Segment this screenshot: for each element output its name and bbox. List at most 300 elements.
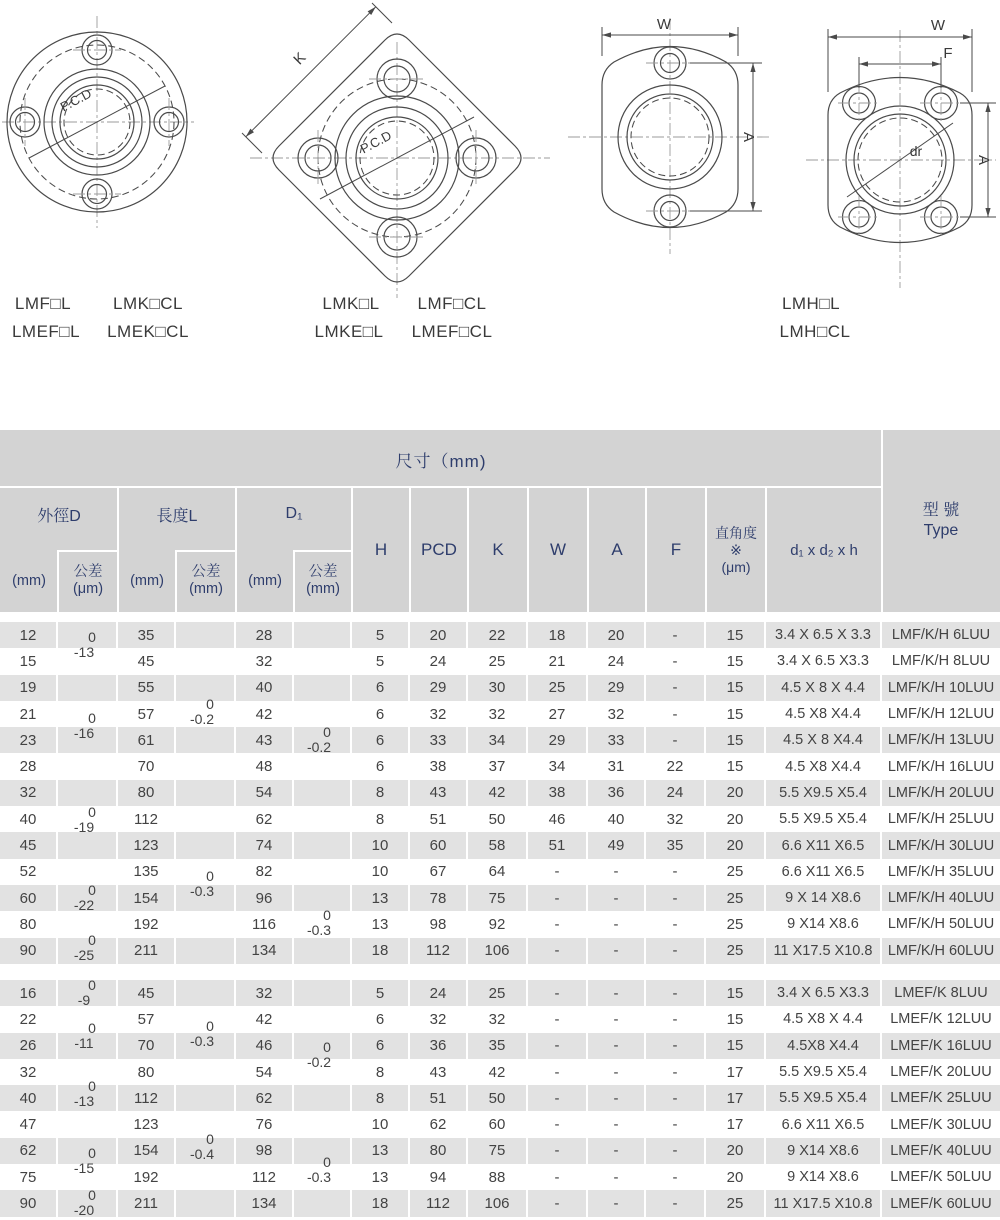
table-row — [0, 938, 1000, 964]
cell-d-tol — [58, 832, 118, 858]
cell-d: 40 — [0, 806, 58, 832]
cell-perp: 20 — [706, 780, 766, 806]
cell-perp: 17 — [706, 1059, 766, 1085]
cell-a: - — [588, 938, 646, 964]
cell-k: 50 — [468, 1085, 528, 1111]
cell-k: 75 — [468, 885, 528, 911]
cell-type: LMF/K/H 60LUU — [887, 942, 995, 959]
cell-l-tol — [176, 1164, 236, 1190]
table-row — [0, 1187, 1000, 1216]
cell-f: - — [646, 1111, 706, 1137]
cell-h: 13 — [352, 1164, 410, 1190]
cell-l: 123 — [118, 1111, 176, 1137]
tolerance-line: -13 — [73, 1093, 95, 1109]
cell-d1-tol — [294, 832, 352, 858]
oval-flange-2bolt-drawing — [568, 16, 772, 254]
cell-screw: 6.6 X11 X6.5 — [766, 859, 882, 885]
cell-d1: 42 — [236, 1006, 294, 1032]
cell-f: 24 — [646, 780, 706, 806]
cell-screw: 5.5 X9.5 X5.4 — [766, 1085, 882, 1111]
cell-l: 45 — [118, 980, 176, 1006]
cell-d1: 134 — [236, 938, 294, 964]
model-label: LMF□CL — [417, 294, 487, 313]
header-f: F — [670, 540, 682, 559]
table-row — [0, 882, 1000, 911]
table-row — [0, 911, 1000, 937]
cell-a: - — [588, 1006, 646, 1032]
table-row — [0, 832, 1000, 858]
cell-l: 211 — [118, 938, 176, 964]
tolerance-line: -15 — [73, 1160, 95, 1176]
cell-l: 192 — [118, 911, 176, 937]
cell-d: 21 — [0, 701, 58, 727]
cell-h: 5 — [352, 648, 410, 674]
cell-k: 25 — [468, 980, 528, 1006]
tolerance-line: -22 — [73, 897, 95, 913]
tolerance-line: -16 — [73, 725, 95, 741]
a-dimension-label: A — [975, 154, 992, 166]
cell-l-tol — [176, 911, 236, 937]
table-row — [0, 1138, 1000, 1164]
tolerance-line: -20 — [73, 1202, 95, 1218]
cell-k: 34 — [468, 727, 528, 753]
model-label: LMK□CL — [113, 294, 183, 313]
cell-h: 13 — [352, 885, 410, 911]
table-header — [0, 430, 1000, 612]
cell-f: - — [646, 1085, 706, 1111]
cell-l-tol — [176, 727, 236, 753]
cell-perp: 15 — [706, 1033, 766, 1059]
technical-drawings — [0, 0, 1000, 420]
cell-d1: 74 — [236, 832, 294, 858]
cell-a: - — [588, 885, 646, 911]
cell-l-tol — [176, 780, 236, 806]
cell-screw: 11 X17.5 X10.8 — [766, 938, 882, 964]
cell-type: LMF/K/H 40LUU — [887, 890, 995, 907]
tolerance-line: 0 — [88, 1145, 96, 1161]
cell-d1: 32 — [236, 648, 294, 674]
cell-d1-tol — [294, 1190, 352, 1216]
tolerance-line: 0 — [323, 907, 331, 923]
cell-d1-tol — [294, 622, 352, 648]
cell-h: 6 — [352, 675, 410, 701]
cell-h: 5 — [352, 622, 410, 648]
cell-perp: 25 — [706, 885, 766, 911]
tolerance-value — [58, 1188, 118, 1218]
cell-f: - — [646, 622, 706, 648]
cell-screw: 6.6 X11 X6.5 — [766, 832, 882, 858]
cell-f: 22 — [646, 753, 706, 779]
pcd-label: P.C.D — [357, 127, 394, 157]
cell-w: - — [528, 1033, 588, 1059]
cell-a: 49 — [588, 832, 646, 858]
cell-h: 8 — [352, 780, 410, 806]
cell-pcd: 94 — [410, 1164, 468, 1190]
cell-perp: 17 — [706, 1085, 766, 1111]
cell-h: 13 — [352, 1138, 410, 1164]
cell-l: 35 — [118, 622, 176, 648]
cell-d-tol — [58, 675, 118, 701]
cell-perp: 20 — [706, 832, 766, 858]
cell-a: 36 — [588, 780, 646, 806]
cell-l: 57 — [118, 1006, 176, 1032]
cell-d1: 54 — [236, 780, 294, 806]
cell-d1: 62 — [236, 806, 294, 832]
cell-perp: 15 — [706, 1006, 766, 1032]
cell-perp: 20 — [706, 1138, 766, 1164]
cell-pcd: 43 — [410, 780, 468, 806]
header-l-tol — [176, 550, 236, 612]
cell-perp: 20 — [706, 1164, 766, 1190]
w-dimension-label: W — [930, 17, 946, 34]
cell-d: 22 — [0, 1006, 58, 1032]
model-label: LMEK□CL — [107, 322, 189, 341]
cell-perp: 15 — [706, 701, 766, 727]
cell-k: 58 — [468, 832, 528, 858]
cell-l: 80 — [118, 1059, 176, 1085]
header-d-mm: (mm) — [12, 572, 46, 589]
cell-f: - — [646, 701, 706, 727]
cell-screw: 4.5 X8 X4.4 — [766, 753, 882, 779]
tolerance-line: 0 — [88, 882, 96, 898]
cell-screw: 11 X17.5 X10.8 — [766, 1190, 882, 1216]
cell-k: 32 — [468, 701, 528, 727]
cell-screw: 9 X 14 X8.6 — [766, 885, 882, 911]
cell-screw: 9 X14 X8.6 — [766, 1138, 882, 1164]
model-label: LMH□CL — [779, 322, 851, 341]
cell-d1-tol — [294, 1006, 352, 1032]
table-row — [0, 859, 1000, 885]
cell-type: LMEF/K 60LUU — [890, 1195, 992, 1212]
cell-k: 88 — [468, 1164, 528, 1190]
cell-d: 47 — [0, 1111, 58, 1137]
cell-d: 62 — [0, 1138, 58, 1164]
cell-l-tol — [176, 622, 236, 648]
cell-l: 154 — [118, 1138, 176, 1164]
cell-d1: 48 — [236, 753, 294, 779]
cell-f: - — [646, 885, 706, 911]
tolerance-line: -0.2 — [306, 1054, 332, 1070]
tolerance-line: -0.2 — [189, 711, 215, 727]
tolerance-value — [176, 869, 236, 899]
tolerance-line: -0.3 — [306, 1169, 332, 1185]
cell-w: - — [528, 859, 588, 885]
type-label-zh: 型 號 — [922, 502, 960, 519]
cell-w: 18 — [528, 622, 588, 648]
cell-perp: 17 — [706, 1111, 766, 1137]
cell-k: 25 — [468, 648, 528, 674]
cell-a: - — [588, 1059, 646, 1085]
header-pcd: PCD — [421, 540, 457, 559]
cell-pcd: 24 — [410, 648, 468, 674]
cell-type: LMF/K/H 6LUU — [891, 627, 991, 644]
cell-l: 45 — [118, 648, 176, 674]
cell-d: 32 — [0, 1059, 58, 1085]
cell-perp: 15 — [706, 675, 766, 701]
cell-screw: 5.5 X9.5 X5.4 — [766, 1059, 882, 1085]
cell-screw: 5.5 X9.5 X5.4 — [766, 806, 882, 832]
cell-a: - — [588, 1033, 646, 1059]
table-row — [0, 753, 1000, 779]
tolerance-line: 0 — [88, 804, 96, 820]
tolerance-line: -11 — [74, 1035, 94, 1051]
cell-h: 10 — [352, 1111, 410, 1137]
cell-screw: 4.5 X 8 X4.4 — [766, 727, 882, 753]
cell-l-tol — [176, 1059, 236, 1085]
tolerance-value — [58, 883, 118, 913]
cell-k: 106 — [468, 1190, 528, 1216]
cell-pcd: 67 — [410, 859, 468, 885]
cell-l: 135 — [118, 859, 176, 885]
tolerance-line: 0 — [206, 696, 214, 712]
cell-a: 24 — [588, 648, 646, 674]
header-a: A — [611, 540, 623, 559]
cell-d: 60 — [0, 885, 58, 911]
dr-label: dr — [909, 143, 923, 159]
tolerance-line: 0 — [88, 710, 96, 726]
cell-h: 6 — [352, 701, 410, 727]
cell-h: 6 — [352, 1033, 410, 1059]
cell-w: - — [528, 1111, 588, 1137]
cell-d1-tol — [294, 1085, 352, 1111]
model-label: LMF□L — [14, 294, 72, 313]
cell-pcd: 98 — [410, 911, 468, 937]
cell-w: - — [528, 911, 588, 937]
cell-w: 27 — [528, 701, 588, 727]
cell-d-tol — [58, 1111, 118, 1137]
cell-d1: 134 — [236, 1190, 294, 1216]
cell-pcd: 33 — [410, 727, 468, 753]
cell-d: 90 — [0, 938, 58, 964]
cell-l-tol — [176, 1190, 236, 1216]
f-dimension — [859, 45, 953, 88]
cell-d1: 46 — [236, 1033, 294, 1059]
cell-w: 38 — [528, 780, 588, 806]
header-outer-dia: 外徑D — [37, 507, 81, 525]
cell-l-tol — [176, 753, 236, 779]
cell-l: 112 — [118, 1085, 176, 1111]
cell-k: 35 — [468, 1033, 528, 1059]
cell-type: LMF/K/H 16LUU — [887, 758, 995, 775]
cell-a: 32 — [588, 701, 646, 727]
cell-l: 57 — [118, 701, 176, 727]
cell-w: 51 — [528, 832, 588, 858]
cell-d: 40 — [0, 1085, 58, 1111]
tolerance-line: -0.4 — [189, 1146, 215, 1162]
cell-perp: 15 — [706, 980, 766, 1006]
cell-w: 21 — [528, 648, 588, 674]
header-perpendicularity — [706, 488, 766, 612]
cell-d1: 82 — [236, 859, 294, 885]
cell-h: 18 — [352, 938, 410, 964]
tolerance-line: -0.3 — [189, 1033, 215, 1049]
cell-d1: 40 — [236, 675, 294, 701]
cell-d1: 112 — [236, 1164, 294, 1190]
tolerance-line: 0 — [323, 1039, 331, 1055]
cell-perp: 15 — [706, 727, 766, 753]
cell-f: 32 — [646, 806, 706, 832]
cell-perp: 15 — [706, 753, 766, 779]
cell-w: 25 — [528, 675, 588, 701]
table-row — [0, 1033, 1000, 1059]
tolerance-value — [293, 1155, 353, 1185]
cell-d1: 76 — [236, 1111, 294, 1137]
a-dimension-label: A — [740, 131, 757, 143]
header-screw-size: d₁ x d₂ x h — [790, 541, 858, 559]
cell-h: 5 — [352, 980, 410, 1006]
cell-h: 18 — [352, 1190, 410, 1216]
cell-type: LMF/K/H 12LUU — [887, 706, 995, 723]
table-row — [0, 701, 1000, 727]
cell-type: LMF/K/H 25LUU — [887, 811, 995, 828]
tolerance-value — [293, 725, 353, 755]
cell-a: 33 — [588, 727, 646, 753]
cell-f: - — [646, 675, 706, 701]
cell-h: 10 — [352, 832, 410, 858]
cell-k: 32 — [468, 1006, 528, 1032]
tol-label: 公差 — [73, 564, 103, 580]
tolerance-line: -0.3 — [189, 883, 215, 899]
cell-k: 64 — [468, 859, 528, 885]
cell-d: 32 — [0, 780, 58, 806]
tolerance-value — [176, 1132, 236, 1162]
cell-perp: 15 — [706, 622, 766, 648]
cell-type: LMF/K/H 50LUU — [887, 916, 995, 933]
table-row — [0, 648, 1000, 674]
cell-d1-tol — [294, 806, 352, 832]
tolerance-line: -0.3 — [306, 922, 332, 938]
cell-k: 42 — [468, 1059, 528, 1085]
cell-d1-tol — [294, 859, 352, 885]
tolerance-value — [58, 1021, 118, 1051]
cell-d: 15 — [0, 648, 58, 674]
tolerance-line: -25 — [73, 947, 95, 963]
cell-h: 8 — [352, 806, 410, 832]
cell-l-tol — [176, 938, 236, 964]
cell-type: LMEF/K 8LUU — [894, 985, 988, 1002]
cell-w: - — [528, 1190, 588, 1216]
cell-d: 45 — [0, 832, 58, 858]
cell-a: - — [588, 1138, 646, 1164]
cell-screw: 9 X14 X8.6 — [766, 1164, 882, 1190]
cell-screw: 4.5 X 8 X 4.4 — [766, 675, 882, 701]
cell-f: - — [646, 1164, 706, 1190]
tol-unit: (μm) — [72, 581, 104, 597]
cell-w: - — [528, 980, 588, 1006]
header-d1-tol — [294, 550, 352, 612]
model-label: LMEF□L — [11, 322, 81, 341]
cell-l: 70 — [118, 1033, 176, 1059]
cell-f: - — [646, 1138, 706, 1164]
tolerance-line: 0 — [88, 1020, 96, 1036]
cell-screw: 4.5 X8 X 4.4 — [766, 1006, 882, 1032]
cell-perp: 25 — [706, 911, 766, 937]
cell-f: - — [646, 980, 706, 1006]
tolerance-value — [293, 1040, 353, 1070]
cell-f: - — [646, 648, 706, 674]
cell-type: LMEF/K 12LUU — [890, 1011, 992, 1028]
cell-d1-tol — [294, 938, 352, 964]
cell-a: 20 — [588, 622, 646, 648]
tolerance-line: 0 — [88, 629, 96, 645]
cell-type: LMEF/K 40LUU — [890, 1142, 992, 1159]
tolerance-value — [58, 711, 118, 741]
tolerance-line: 0 — [206, 1018, 214, 1034]
tolerance-line: 0 — [88, 977, 96, 993]
table-row — [0, 977, 1000, 1006]
cell-l: 55 — [118, 675, 176, 701]
round-flange-drawing — [2, 16, 194, 228]
cell-k: 106 — [468, 938, 528, 964]
header-w: W — [549, 540, 567, 559]
cell-screw: 9 X14 X8.6 — [766, 911, 882, 937]
table-row — [0, 806, 1000, 832]
cell-d: 12 — [0, 622, 58, 648]
tolerance-value — [58, 1146, 118, 1176]
tol-label: 公差 — [191, 564, 221, 580]
cell-l: 154 — [118, 885, 176, 911]
table-row — [0, 1164, 1000, 1190]
cell-pcd: 20 — [410, 622, 468, 648]
cell-w: - — [528, 1059, 588, 1085]
tolerance-value — [58, 1079, 118, 1109]
cell-pcd: 112 — [410, 938, 468, 964]
cell-pcd: 29 — [410, 675, 468, 701]
cell-screw: 3.4 X 6.5 X3.3 — [766, 980, 882, 1006]
cell-d1: 98 — [236, 1138, 294, 1164]
cell-d-tol — [58, 780, 118, 806]
cell-f: - — [646, 1033, 706, 1059]
cell-l: 80 — [118, 780, 176, 806]
cell-f: - — [646, 1006, 706, 1032]
k-dimension-label: K — [290, 49, 310, 69]
cell-a: 40 — [588, 806, 646, 832]
tolerance-line: 0 — [88, 932, 96, 948]
tolerance-value — [58, 933, 118, 963]
header-d1-mm: (mm) — [248, 572, 282, 589]
cell-screw: 5.5 X9.5 X5.4 — [766, 780, 882, 806]
cell-d-tol — [58, 753, 118, 779]
cell-pcd: 78 — [410, 885, 468, 911]
cell-l-tol — [176, 806, 236, 832]
cell-l: 70 — [118, 753, 176, 779]
cell-w: 46 — [528, 806, 588, 832]
perp-mark: ※ — [730, 541, 742, 558]
cell-d1-tol — [294, 753, 352, 779]
cell-perp: 25 — [706, 938, 766, 964]
model-label: LMKE□L — [314, 322, 384, 341]
cell-d1: 54 — [236, 1059, 294, 1085]
cell-d1: 62 — [236, 1085, 294, 1111]
tol-label: 公差 — [308, 564, 338, 580]
a-dimension — [960, 103, 996, 217]
cell-screw: 3.4 X 6.5 X 3.3 — [766, 622, 882, 648]
table-row — [0, 780, 1000, 806]
tolerance-value — [293, 908, 353, 938]
header-d1: D₁ — [285, 505, 303, 522]
model-label: LMK□L — [322, 294, 380, 313]
cell-l-tol — [176, 1085, 236, 1111]
cell-type: LMF/K/H 20LUU — [887, 784, 995, 801]
cell-a: - — [588, 1111, 646, 1137]
square-flange-drawing — [242, 3, 550, 298]
cell-f: - — [646, 938, 706, 964]
cell-a: 31 — [588, 753, 646, 779]
cell-k: 75 — [468, 1138, 528, 1164]
cell-d1-tol — [294, 648, 352, 674]
cell-w: - — [528, 885, 588, 911]
cell-pcd: 80 — [410, 1138, 468, 1164]
